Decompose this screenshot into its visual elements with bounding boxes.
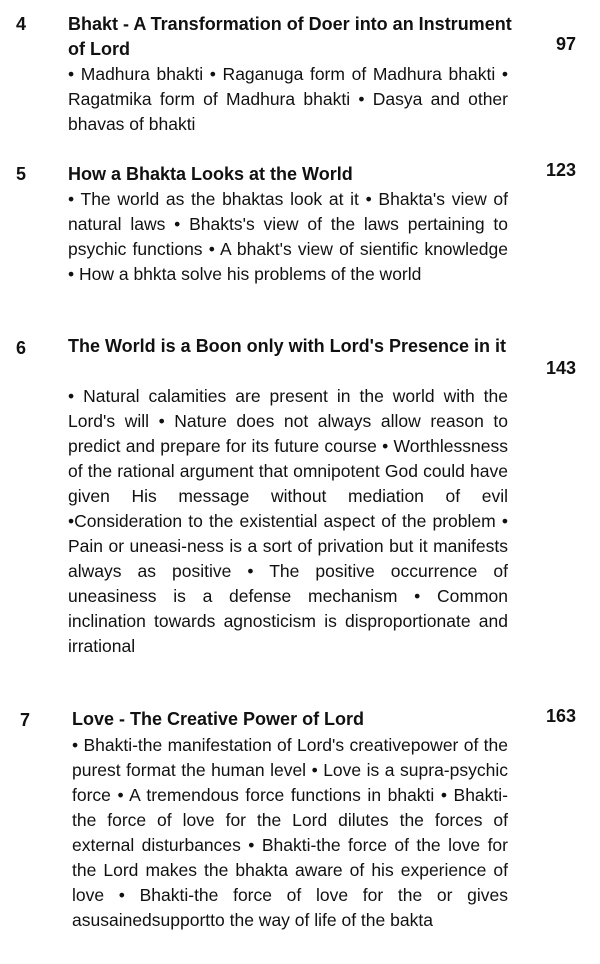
chapter-number: 7 (20, 710, 31, 730)
chapter-page-number: 143 (545, 358, 576, 378)
chapter-description: • Madhura bhakti • Raganuga form of Madhura bhakti • Ragatmika form of Madhura bhakti • Dasya and other bhavas of bhakti (68, 64, 508, 134)
chapter-description: • Natural calamities are present in the world with the Lord's will • Nature does not always allow reason to predict and prepare for its future course • Worthlessness of the rational argument that omnipotent God could have given His message without mediation of evil •Consideration to the existential aspect of the problem • Pain or uneasi-ness is a sort of privation but it manifests always as positive • The positive occurrence of uneasiness is a defense mechanism • Common inclination towards agnosticism is disproportionate and irrational (68, 386, 508, 656)
chapter-page-number: 97 (555, 34, 576, 54)
chapter-number: 6 (16, 338, 27, 358)
chapter-description: • Bhakti-the manifestation of Lord's creativepower of the purest format the human level • Love is a supra-psychic force • A tremendous force functions in bhakti • Bhakti-the force of love for the Lord dilutes the forces of external disturbances • Bhakti-the force of the love for the Lord makes the bhakta aware of his experience of love • Bhakti-the force of love for the or gives asusainedsupportto the way of life of the bakta (72, 735, 508, 930)
chapter-title: Bhakt - A Transformation of Doer into an Instrument of Lord (68, 14, 512, 59)
chapter-title: The World is a Boon only with Lord's Presence in it (68, 336, 507, 356)
chapter-description: • The world as the bhaktas look at it • Bhakta's view of natural laws • Bhakts's view of the laws pertaining to psychic functions • A bhakt's view of sientific knowledge • How a bhkta solve his problems of the world (68, 189, 508, 284)
chapter-page-number: 123 (545, 160, 576, 180)
chapter-title: How a Bhakta Looks at the World (68, 164, 353, 184)
chapter-number: 4 (16, 14, 27, 34)
chapter-page-number: 163 (545, 706, 576, 726)
chapter-title: Love - The Creative Power of Lord (72, 709, 365, 729)
chapter-number: 5 (16, 164, 27, 184)
